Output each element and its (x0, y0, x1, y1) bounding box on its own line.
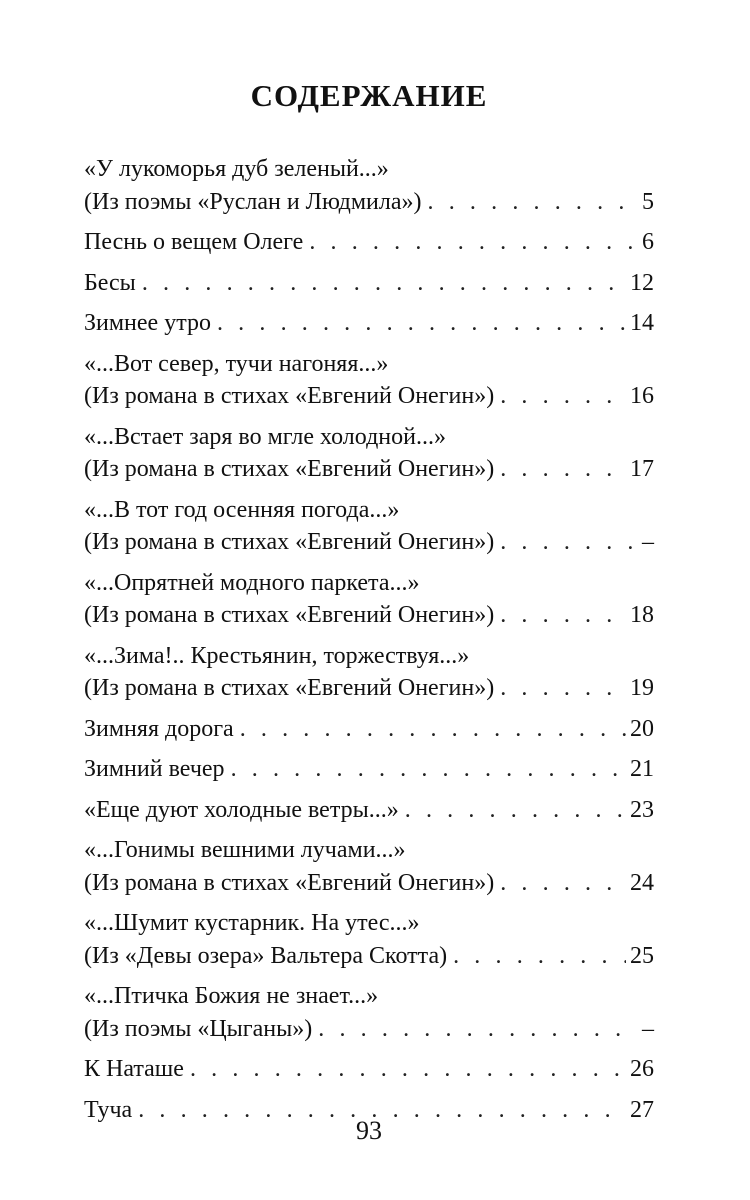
toc-entry-title: (Из «Девы озера» Вальтера Скотта) (84, 942, 448, 969)
toc-entry-page-number: – (642, 529, 654, 555)
dot-leader (500, 672, 626, 705)
toc-entry-last-line (84, 867, 654, 900)
toc-entry-title: «...Зима!.. Крестьянин, торжествуя...» (84, 642, 470, 669)
toc-entry (84, 494, 654, 559)
toc-entry-last-line (84, 267, 654, 300)
toc-entry-page-number: 17 (630, 456, 654, 482)
toc-entry-page-number: 24 (630, 869, 654, 896)
toc-entry (84, 980, 654, 1045)
toc-entry-title: Зимняя дорога (84, 715, 234, 742)
toc-entry (84, 267, 654, 300)
toc-entry (84, 1053, 654, 1086)
toc-entry-page-number: 6 (642, 229, 654, 255)
toc-entry-title: «...Опрятней модного паркета...» (84, 569, 420, 596)
toc-entry (84, 753, 654, 786)
toc-entry-page-number: 27 (630, 1096, 654, 1123)
toc-entry-last-line (84, 226, 654, 259)
toc-entry-last-line (84, 1053, 654, 1086)
toc-entry (84, 713, 654, 746)
toc-entry-line (84, 834, 654, 867)
toc-entry-last-line (84, 1013, 654, 1046)
toc-entry-last-line (84, 713, 654, 746)
toc-entry-page-number: 20 (630, 715, 654, 742)
toc-entry-line (84, 153, 654, 186)
dot-leader (318, 1013, 636, 1046)
toc-entry-title: (Из романа в стихах «Евгений Онегин») (84, 675, 495, 701)
toc-entry (84, 421, 654, 486)
page-number: 93 (356, 1116, 382, 1145)
toc-entry-title: «...Гонимы вешними лучами...» (84, 837, 406, 863)
toc-entry-last-line (84, 599, 654, 632)
dot-leader (309, 226, 636, 259)
dot-leader (500, 599, 626, 632)
toc-entry-page-number: 21 (630, 756, 654, 782)
toc-entry-page-number: 12 (630, 269, 654, 296)
toc-entry-page-number: 14 (630, 310, 654, 336)
toc-entry-line (84, 980, 654, 1013)
toc-entry-page-number: 16 (630, 383, 654, 409)
dot-leader (500, 380, 626, 413)
toc-entry-page-number: 5 (642, 188, 654, 215)
toc-entry-title: Зимнее утро (84, 310, 211, 336)
toc-entry (84, 834, 654, 899)
toc-entry-page-number: 26 (630, 1056, 654, 1082)
toc-entry-title: «...Вот север, тучи нагоняя...» (84, 350, 389, 377)
toc-entry (84, 567, 654, 632)
toc-entry-last-line (84, 453, 654, 486)
toc-entry-title: (Из романа в стихах «Евгений Онегин») (84, 383, 495, 409)
toc-entry-line (84, 421, 654, 454)
toc-entry-title: «...Шумит кустарник. На утес...» (84, 910, 420, 936)
toc-entry (84, 153, 654, 218)
toc-entry-line (84, 567, 654, 600)
toc-entry (84, 640, 654, 705)
toc-entry-title: К Наташе (84, 1056, 184, 1082)
toc-entry-last-line (84, 307, 654, 340)
toc-entry-last-line (84, 753, 654, 786)
toc-entry-title: (Из романа в стихах «Евгений Онегин») (84, 529, 495, 555)
toc-entry-title: Песнь о вещем Олеге (84, 229, 304, 255)
dot-leader (142, 267, 626, 300)
toc-entry-page-number: 19 (630, 675, 654, 701)
toc-entry-title: «У лукоморья дуб зеленый...» (84, 156, 389, 182)
toc-entry-last-line (84, 526, 654, 559)
toc-entry-page-number: 23 (630, 796, 654, 823)
toc-entry-title: (Из романа в стихах «Евгений Онегин») (84, 456, 495, 482)
dot-leader (190, 1053, 626, 1086)
dot-leader (217, 307, 626, 340)
toc-entry-last-line (84, 186, 654, 219)
toc-entry-title: «Еще дуют холодные ветры...» (84, 796, 399, 823)
toc-entry-page-number: – (642, 1015, 654, 1042)
table-of-contents (84, 153, 654, 1134)
toc-entry-title: (Из романа в стихах «Евгений Онегин») (84, 602, 495, 628)
dot-leader (405, 794, 626, 827)
toc-entry-title: (Из романа в стихах «Евгений Онегин») (84, 869, 495, 896)
toc-entry-last-line (84, 380, 654, 413)
toc-entry-title: (Из поэмы «Руслан и Людмила») (84, 188, 422, 215)
toc-entry-title: Зимний вечер (84, 756, 225, 782)
toc-entry (84, 226, 654, 259)
toc-entry-title: «...Встает заря во мгле холодной...» (84, 423, 446, 450)
dot-leader (500, 453, 626, 486)
dot-leader (231, 753, 626, 786)
toc-entry-title: «...Птичка Божия не знает...» (84, 983, 379, 1009)
toc-entry-last-line (84, 672, 654, 705)
toc-entry-last-line (84, 940, 654, 973)
dot-leader (500, 526, 636, 559)
toc-entry-line (84, 348, 654, 381)
dot-leader (500, 867, 626, 900)
book-page (84, 0, 654, 1200)
toc-entry (84, 307, 654, 340)
toc-entry-title: Туча (84, 1096, 133, 1123)
toc-entry-line (84, 494, 654, 527)
toc-entry-last-line (84, 794, 654, 827)
toc-entry-page-number: 25 (630, 942, 654, 969)
toc-entry-title: Бесы (84, 269, 136, 296)
toc-entry (84, 348, 654, 413)
toc-entry-page-number: 18 (630, 602, 654, 628)
toc-entry-title: (Из поэмы «Цыганы») (84, 1015, 313, 1042)
toc-entry (84, 907, 654, 972)
toc-entry-line (84, 907, 654, 940)
toc-entry (84, 794, 654, 827)
dot-leader (428, 186, 636, 219)
toc-entry-line (84, 640, 654, 673)
dot-leader (453, 940, 626, 973)
dot-leader (240, 713, 626, 746)
toc-entry-title: «...В тот год осенняя погода...» (84, 496, 400, 523)
page-title: СОДЕРЖАНИЕ (250, 78, 488, 113)
